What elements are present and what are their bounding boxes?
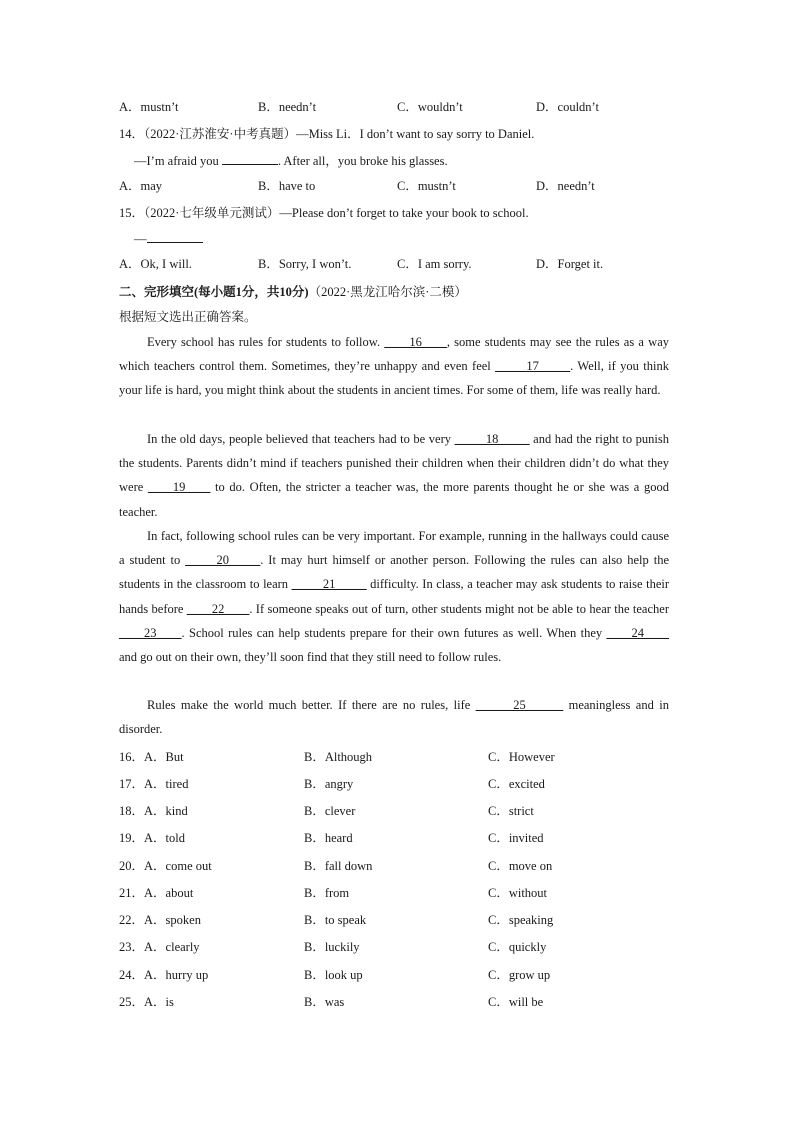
choice-option: B．from	[304, 886, 350, 900]
section-source: （2022·黑龙江哈尔滨·二模）	[308, 285, 467, 299]
choice-row	[119, 937, 547, 955]
blank-21: _____21_____	[291, 577, 367, 592]
option-d: D．needn’t	[536, 179, 595, 193]
choice-row	[119, 910, 554, 928]
section-title: 二、完形填空(每小题1分，共10分)	[119, 285, 309, 299]
section-heading	[119, 282, 467, 300]
option-a: A．Ok, I will.	[119, 257, 192, 271]
blank-25: ______25______	[475, 698, 564, 712]
choice-option: 19．	[119, 831, 145, 845]
blank-22: ____22____	[186, 601, 250, 616]
blank-19: ____19____	[147, 480, 211, 495]
choice-option: C．strict	[488, 804, 534, 818]
option-c: C．wouldn’t	[397, 100, 463, 114]
choice-option: C．invited	[488, 831, 544, 845]
choice-option: B．was	[304, 995, 345, 1009]
choice-row	[119, 828, 544, 846]
passage-paragraph-2: In the old days, people believed that teachers had to be very _____18_____ and had the right to punish the students. Parents didn’t mind if teachers punished their children when their children didn’t do what they were ____19____ to do. Often, the stricter a teacher was, the more parents thought he or she was a good teacher.	[119, 432, 669, 519]
choice-option: B．angry	[304, 777, 354, 791]
blank-24: ____24____	[606, 625, 669, 640]
choice-option: 18．	[119, 804, 145, 818]
choice-row	[119, 801, 534, 819]
option-b: B．needn’t	[258, 100, 317, 114]
option-a: A．mustn’t	[119, 100, 179, 114]
passage-paragraph-4: Rules make the world much better. If there are no rules, life ______25______ meaningless and in disorder.	[119, 698, 669, 737]
q15-stem: 15．（2022·七年级单元测试）—Please don’t forget to take your book to school.	[119, 206, 529, 220]
choice-option: B．heard	[304, 831, 353, 845]
choice-option: 25．	[119, 995, 145, 1009]
choice-option: 22．	[119, 913, 145, 927]
blank-16: ____16____	[384, 335, 447, 349]
q14-stem: 14．（2022·江苏淮安·中考真题）—Miss Li．I don’t want to say sorry to Daniel.	[119, 127, 535, 141]
option-c: C．mustn’t	[397, 179, 456, 193]
choice-option: 16．	[119, 750, 145, 764]
choice-option: C．quickly	[488, 940, 547, 954]
passage-paragraph-1: Every school has rules for students to follow. ____16____, some students may see the rules as a way which teachers control them. Sometimes, they’re unhappy and even feel _____17_____. Well, if you think your life is hard, you might think about the students in ancient times. For some of them, life was really hard.	[119, 335, 669, 398]
choice-option: C．However	[488, 750, 555, 764]
choice-option: C．move on	[488, 859, 553, 873]
choice-option: A．come out	[144, 859, 212, 873]
blank-23: ____23____	[119, 625, 182, 640]
q15-line2	[134, 230, 203, 247]
choice-option: A．tired	[144, 777, 189, 791]
option-b: B．have to	[258, 179, 316, 193]
choice-row	[119, 747, 555, 765]
blank-20: _____20_____	[185, 553, 261, 568]
choice-option: C．grow up	[488, 968, 551, 982]
choice-option: B．to speak	[304, 913, 367, 927]
option-a: A．may	[119, 179, 163, 193]
choice-row	[119, 774, 545, 792]
option-d: D．couldn’t	[536, 100, 599, 114]
choice-row	[119, 992, 544, 1010]
q14-line2-end: . After all，you broke his glasses.	[277, 154, 448, 168]
choice-option: B．Although	[304, 750, 373, 764]
choice-option: C．will be	[488, 995, 544, 1009]
choice-option: C．without	[488, 886, 548, 900]
passage-paragraph-3: In fact, following school rules can be very important. For example, running in the hallways could cause a student to _____20_____. It may hurt himself or another person. Following the rules can also help the students in the classroom to learn _____21_____ difficulty. In class, a teacher may ask students to raise their hands before ____22____. If someone speaks out of turn, other students might not be able to hear the teacher ____23____. School rules can help students prepare for their own futures as well. When they ____24____ and go out on their own, they’ll soon find that they still need to follow rules.	[119, 529, 670, 665]
choice-option: A．spoken	[144, 913, 201, 927]
choice-option: A．kind	[144, 804, 188, 818]
option-d: D．Forget it.	[536, 257, 604, 271]
choice-option: 21．	[119, 886, 145, 900]
choice-option: 23．	[119, 940, 145, 954]
choice-option: A．hurry up	[144, 968, 209, 982]
choice-option: B．look up	[304, 968, 363, 982]
choice-option: A．clearly	[144, 940, 200, 954]
choice-option: A．is	[144, 995, 174, 1009]
answer-blank	[222, 152, 278, 165]
choice-option: 17．	[119, 777, 145, 791]
q14-line2-start: —I’m afraid you	[134, 154, 222, 168]
section-instruction: 根据短文选出正确答案。	[119, 310, 257, 324]
choice-option: A．about	[144, 886, 194, 900]
choice-option: A．told	[144, 831, 185, 845]
choice-row	[119, 965, 551, 983]
choice-option: 20．	[119, 859, 145, 873]
choice-option: B．fall down	[304, 859, 373, 873]
blank-17: _____17_____	[495, 359, 571, 374]
choice-option: C．speaking	[488, 913, 554, 927]
choice-row	[119, 883, 548, 901]
choice-option: B．clever	[304, 804, 356, 818]
q14-line2	[134, 151, 448, 169]
option-c: C．I am sorry.	[397, 257, 472, 271]
choice-option: A．But	[144, 750, 184, 764]
choice-option: 24．	[119, 968, 145, 982]
choice-option: C．excited	[488, 777, 545, 791]
option-b: B．Sorry, I won’t.	[258, 257, 352, 271]
blank-18: _____18_____	[454, 432, 530, 446]
answer-blank	[147, 230, 203, 243]
choice-row	[119, 856, 553, 874]
q15-line2-dash: —	[134, 232, 147, 246]
choice-option: B．luckily	[304, 940, 360, 954]
